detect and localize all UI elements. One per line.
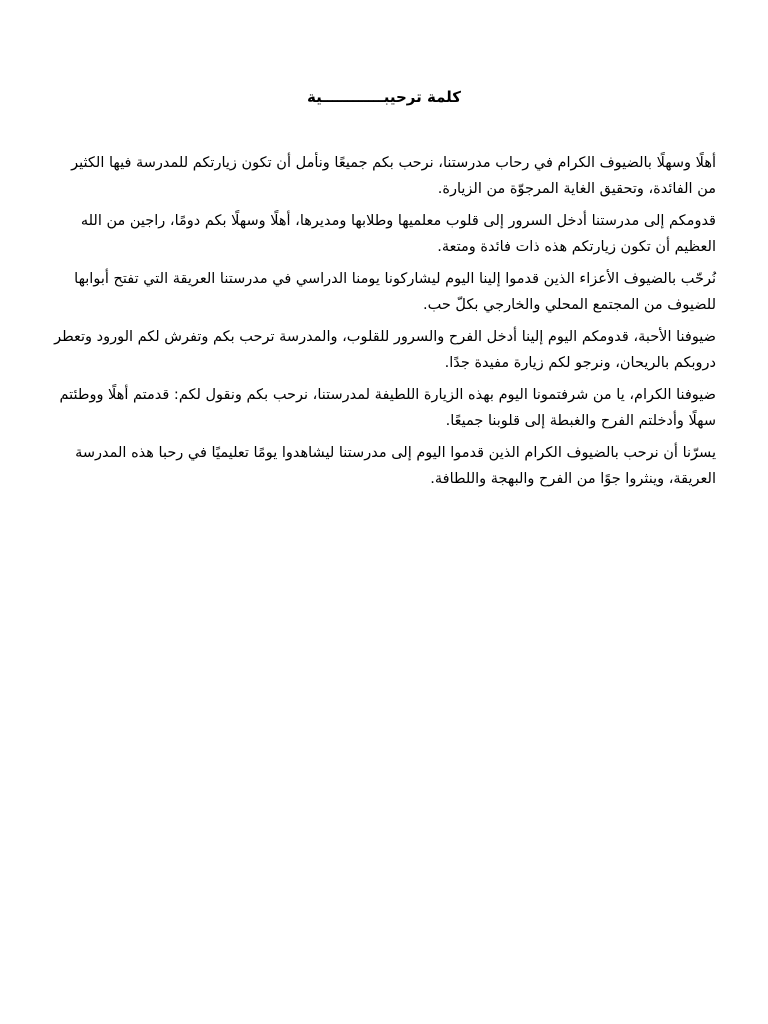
paragraph-6: يسرّنا أن نرحب بالضيوف الكرام الذين قدموا اليوم إلى مدرستنا ليشاهدوا يومًا تعليميًا في رحبا هذه المدرسة العريقة، وينثروا جوًا من الفرح والبهجة واللطافة.	[75, 445, 716, 487]
paragraph-2: قدومكم إلى مدرستنا أدخل السرور إلى قلوب معلميها وطلابها ومديرها، أهلًا وسهلًا بكم دومًا، راجين من الله العظيم أن تكون زيارتكم هذه ذات فائدة ومتعة.	[80, 213, 716, 255]
paragraph-5: ضيوفنا الكرام، يا من شرفتمونا اليوم بهذه الزيارة اللطيفة لمدرستنا، نرحب بكم ونقول لكم: قدمتم أهلًا ووطئتم سهلًا وأدخلتم الفرح والغبطة إلى قلوبنا جميعًا.	[59, 387, 716, 429]
paragraph-4: ضيوفنا الأحبة، قدومكم اليوم إلينا أدخل الفرح والسرور للقلوب، والمدرسة ترحب بكم وتفرش لكم الورود وتعطر دروبكم بالريحان، ونرجو لكم زيارة مفيدة جدًا.	[54, 329, 716, 371]
document-body	[52, 150, 716, 498]
paragraph-1: أهلًا وسهلًا بالضيوف الكرام في رحاب مدرستنا، نرحب بكم جميعًا ونأمل أن تكون زيارتكم للمدرسة فيها الكثير من الفائدة، وتحقيق الغاية المرجوّة من الزيارة.	[71, 155, 716, 197]
document-title: كلمة ترحيبــــــــــــية	[307, 88, 461, 106]
paragraph-3: نُرحّب بالضيوف الأعزاء الذين قدموا إلينا اليوم ليشاركونا يومنا الدراسي في مدرستنا العريقة التي تفتح أبوابها للضيوف من المجتمع المحلي والخارجي بكلّ حب.	[74, 271, 716, 313]
